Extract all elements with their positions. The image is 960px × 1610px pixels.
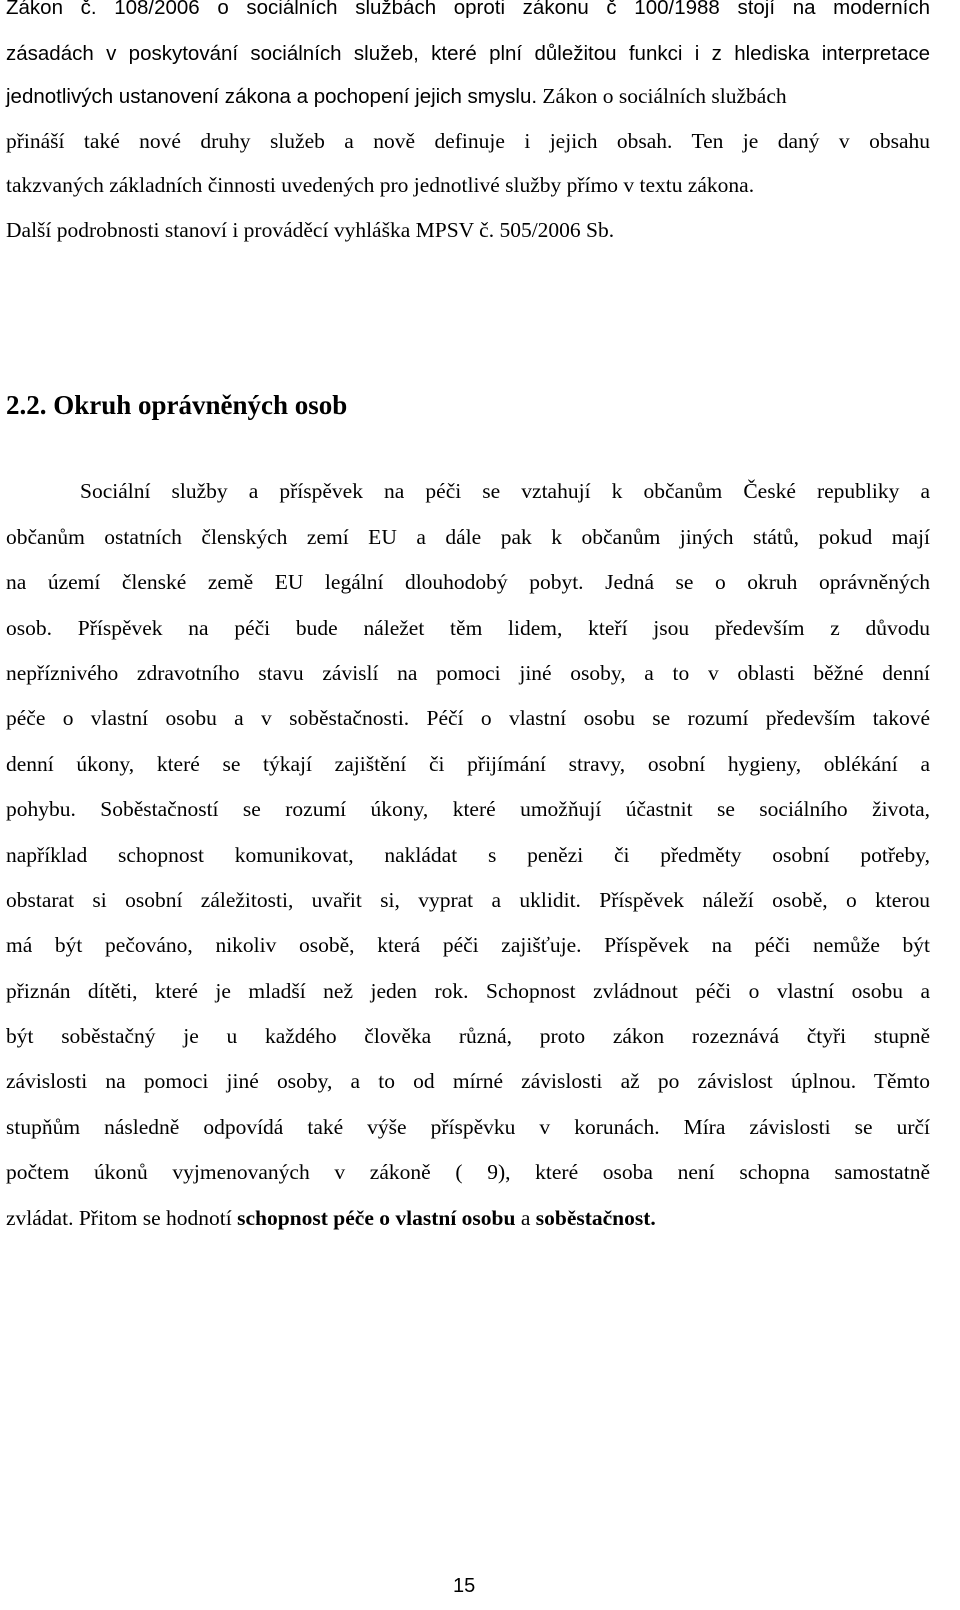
last-line-text-1: zvládat. Přitom se hodnotí <box>6 1206 238 1230</box>
last-line-text-2: a <box>515 1206 536 1230</box>
paragraph-line-5: nepříznivého zdravotního stavu závislí na pomoci jiné osoby, a to v oblasti běžné denní <box>6 661 930 685</box>
paragraph-line-9: například schopnost komunikovat, nakládat s penězi či předměty osobní potřeby, <box>6 843 930 867</box>
intro-line-4: přináší také nové druhy služeb a nově definuje i jejich obsah. Ten je daný v obsahu <box>6 129 930 153</box>
intro-line-2: zásadách v poskytování sociálních služeb, které plní důležitou funkci i z hlediska interpretace <box>6 42 930 65</box>
paragraph-line-2: občanům ostatních členských zemí EU a dále pak k občanům jiných států, pokud mají <box>6 525 930 549</box>
paragraph-line-17 <box>6 1206 656 1230</box>
paragraph-line-14: závislosti na pomoci jiné osoby, a to od mírné závislosti až po závislost úplnou. Těmto <box>6 1069 930 1093</box>
paragraph-line-8: pohybu. Soběstačností se rozumí úkony, které umožňují účastnit se sociálního života, <box>6 797 930 821</box>
last-line-bold-1: schopnost péče o vlastní osobu <box>237 1206 516 1230</box>
section-heading: 2.2. Okruh oprávněných osob <box>6 390 348 420</box>
paragraph-line-3: na území členské země EU legální dlouhodobý pobyt. Jedná se o okruh oprávněných <box>6 570 930 594</box>
intro-line-3-serif: Zákon o sociálních službách <box>542 84 787 108</box>
paragraph-line-7: denní úkony, které se týkají zajištění či přijímání stravy, osobní hygieny, oblékání a <box>6 752 930 776</box>
paragraph-line-16: počtem úkonů vyjmenovaných v zákoně ( 9), které osoba není schopna samostatně <box>6 1160 930 1184</box>
paragraph-line-1: Sociální služby a příspěvek na péči se vztahují k občanům České republiky a <box>80 479 930 503</box>
paragraph-line-6: péče o vlastní osobu a v soběstačnosti. Péčí o vlastní osobu se rozumí především takové <box>6 706 930 730</box>
page-number: 15 <box>453 1575 476 1597</box>
intro-line-3-sans: jednotlivých ustanovení zákona a pochopení jejich smyslu. <box>6 85 538 108</box>
paragraph-line-10: obstarat si osobní záležitosti, uvařit si, vyprat a uklidit. Příspěvek náleží osobě, o kterou <box>6 888 930 912</box>
intro-line-3 <box>6 84 787 109</box>
paragraph-line-4: osob. Příspěvek na péči bude náležet těm lidem, kteří jsou především z důvodu <box>6 616 930 640</box>
intro-line-1: Zákon č. 108/2006 o sociálních službách oproti zákonu č 100/1988 stojí na moderních <box>6 0 930 19</box>
paragraph-line-12: přiznán dítěti, které je mladší než jeden rok. Schopnost zvládnout péči o vlastní osobu a <box>6 979 930 1003</box>
intro-line-5: takzvaných základních činnosti uvedených pro jednotlivé služby přímo v textu zákona. <box>6 173 755 197</box>
paragraph-line-15: stupňům následně odpovídá také výše příspěvku v korunách. Míra závislosti se určí <box>6 1115 930 1139</box>
last-line-bold-2: soběstačnost. <box>535 1206 656 1230</box>
paragraph-line-13: být soběstačný je u každého člověka různá, proto zákon rozeznává čtyři stupně <box>6 1024 930 1048</box>
intro-line-6: Další podrobnosti stanoví i prováděcí vyhláška MPSV č. 505/2006 Sb. <box>6 218 615 242</box>
paragraph-line-11: má být pečováno, nikoliv osobě, která péči zajišťuje. Příspěvek na péči nemůže být <box>6 933 930 957</box>
